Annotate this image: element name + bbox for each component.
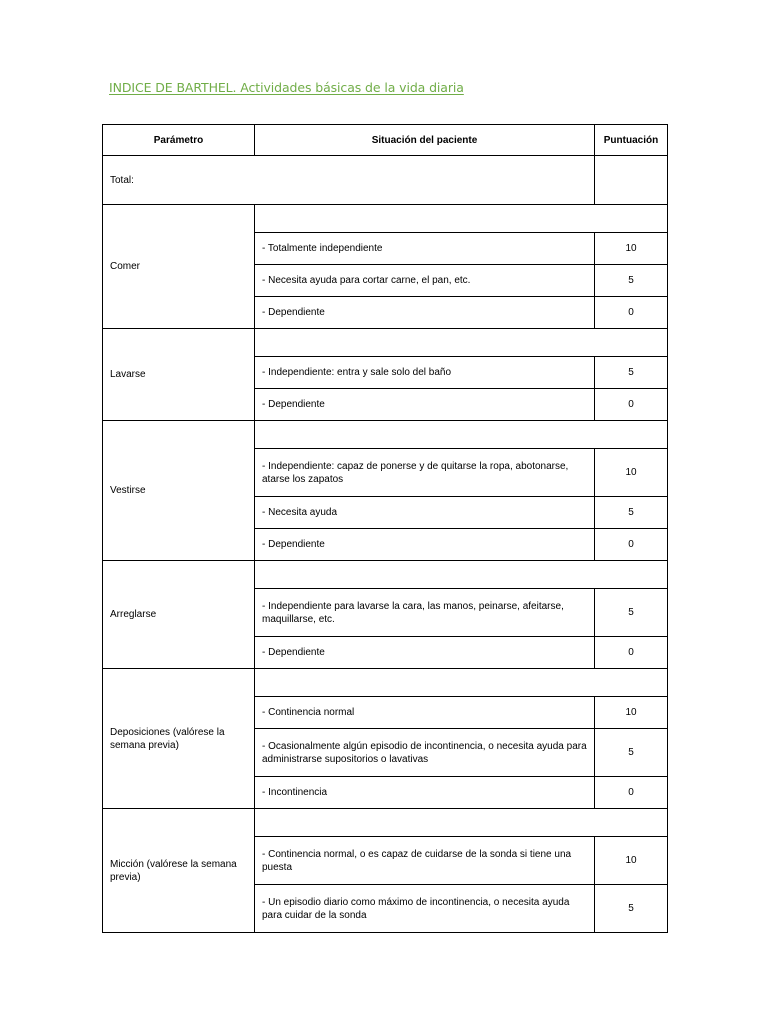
spacer-cell	[255, 809, 668, 837]
situation-text: - Necesita ayuda	[255, 497, 595, 529]
header-puntuacion: Puntuación	[595, 125, 668, 156]
spacer-cell	[255, 421, 668, 449]
section-spacer-row	[103, 205, 668, 233]
param-deposiciones: Deposiciones (valórese la semana previa)	[103, 669, 255, 809]
score-value: 0	[595, 637, 668, 669]
param-miccion: Micción (valórese la semana previa)	[103, 809, 255, 933]
param-comer: Comer	[103, 205, 255, 329]
situation-text: - Dependiente	[255, 637, 595, 669]
situation-text: - Totalmente independiente	[255, 233, 595, 265]
situation-text: - Necesita ayuda para cortar carne, el pan, etc.	[255, 265, 595, 297]
spacer-cell	[255, 205, 668, 233]
situation-text: - Un episodio diario como máximo de incontinencia, o necesita ayuda para cuidar de la sonda	[255, 885, 595, 933]
situation-text: - Dependiente	[255, 297, 595, 329]
table-header-row	[103, 125, 668, 156]
situation-text: - Independiente para lavarse la cara, las manos, peinarse, afeitarse, maquillarse, etc.	[255, 589, 595, 637]
situation-text: - Dependiente	[255, 389, 595, 421]
score-value: 5	[595, 589, 668, 637]
situation-text: - Continencia normal	[255, 697, 595, 729]
spacer-cell	[255, 329, 668, 357]
score-value: 5	[595, 885, 668, 933]
score-value: 5	[595, 729, 668, 777]
section-spacer-row	[103, 561, 668, 589]
spacer-cell	[255, 669, 668, 697]
score-value: 10	[595, 697, 668, 729]
situation-text: - Ocasionalmente algún episodio de incontinencia, o necesita ayuda para administrarse supositorios o lavativas	[255, 729, 595, 777]
spacer-cell	[255, 561, 668, 589]
score-value: 10	[595, 837, 668, 885]
score-value: 0	[595, 777, 668, 809]
situation-text: - Dependiente	[255, 529, 595, 561]
section-spacer-row	[103, 421, 668, 449]
score-value: 5	[595, 265, 668, 297]
situation-text: - Independiente: entra y sale solo del baño	[255, 357, 595, 389]
header-situacion: Situación del paciente	[255, 125, 595, 156]
header-parametro: Parámetro	[103, 125, 255, 156]
situation-text: - Independiente: capaz de ponerse y de quitarse la ropa, abotonarse, atarse los zapatos	[255, 449, 595, 497]
section-spacer-row	[103, 329, 668, 357]
score-value: 10	[595, 449, 668, 497]
score-value: 0	[595, 389, 668, 421]
situation-text: - Incontinencia	[255, 777, 595, 809]
section-spacer-row	[103, 809, 668, 837]
barthel-table	[102, 124, 668, 933]
section-spacer-row	[103, 669, 668, 697]
total-score-cell	[595, 156, 668, 205]
score-value: 5	[595, 497, 668, 529]
param-vestirse: Vestirse	[103, 421, 255, 561]
param-arreglarse: Arreglarse	[103, 561, 255, 669]
document-title: INDICE DE BARTHEL. Actividades básicas de la vida diaria	[109, 80, 464, 95]
param-lavarse: Lavarse	[103, 329, 255, 421]
situation-text: - Continencia normal, o es capaz de cuidarse de la sonda si tiene una puesta	[255, 837, 595, 885]
score-value: 10	[595, 233, 668, 265]
score-value: 0	[595, 529, 668, 561]
score-value: 0	[595, 297, 668, 329]
total-row	[103, 156, 668, 205]
total-label: Total:	[103, 156, 595, 205]
score-value: 5	[595, 357, 668, 389]
